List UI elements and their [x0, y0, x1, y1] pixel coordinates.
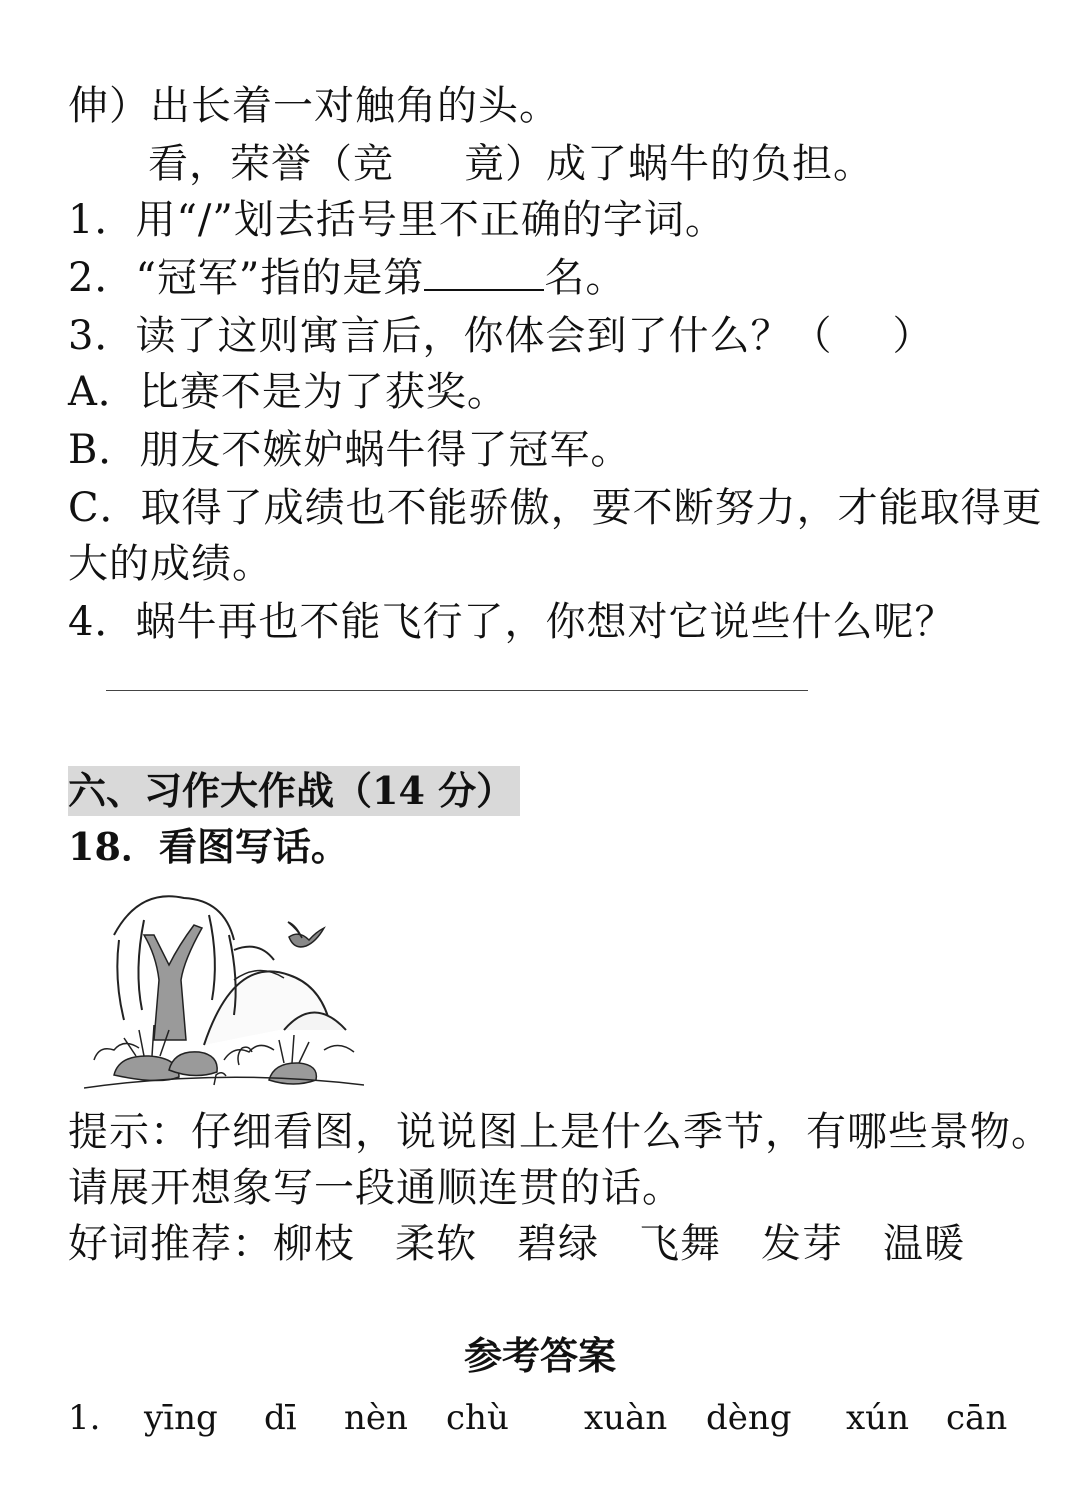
- question-3-end: ）: [892, 313, 934, 359]
- answer-blank[interactable]: [424, 259, 544, 291]
- section-heading: 六、习作大作战（14 分）: [68, 766, 520, 816]
- question-2-start: 2．“冠军”指的是第: [68, 255, 425, 301]
- words-label: 好词推荐：: [68, 1221, 273, 1267]
- pinyin-item: cān: [946, 1398, 1008, 1438]
- pinyin-item: xuàn: [584, 1398, 668, 1438]
- hint-line-1: 提示：仔细看图，说说图上是什么季节，有哪些景物。: [68, 1109, 1052, 1155]
- recommended-words: [68, 1218, 1005, 1270]
- option-c-line-2: 大的成绩。: [68, 541, 273, 587]
- passage-line-2-start: 看，荣誉（竞: [148, 141, 394, 187]
- option-c-line-1: C．取得了成绩也不能骄傲，要不断努力，才能取得更: [68, 485, 1043, 531]
- hint-line-2: 请展开想象写一段通顺连贯的话。: [68, 1165, 683, 1211]
- pinyin-item: xún: [846, 1398, 909, 1438]
- option-b: B．朋友不嫉妒蜗牛得了冠军。: [68, 427, 632, 473]
- option-a: A．比赛不是为了获奖。: [68, 369, 508, 415]
- answer-number: 1.: [68, 1398, 101, 1438]
- question-18-title: 18．看图写话。: [68, 824, 349, 869]
- word-item: 柳枝: [273, 1221, 355, 1267]
- pinyin-item: dèng: [706, 1398, 792, 1438]
- question-3-start: 3．读了这则寓言后，你体会到了什么？（: [68, 313, 833, 359]
- question-2: [68, 252, 626, 304]
- word-item: 碧绿: [517, 1221, 599, 1267]
- pinyin-item: yīng: [144, 1398, 218, 1438]
- pinyin-item: nèn: [344, 1398, 408, 1438]
- word-item: 柔软: [395, 1221, 477, 1267]
- pinyin-item: dī: [264, 1398, 297, 1438]
- passage-line-2: [148, 138, 874, 190]
- word-item: 飞舞: [639, 1221, 721, 1267]
- question-4: 4．蜗牛再也不能飞行了，你想对它说些什么呢？: [68, 599, 956, 645]
- passage-line-2-end: 竟）成了蜗牛的负担。: [464, 141, 874, 187]
- question-2-end: 名。: [544, 255, 627, 301]
- question-1: 1．用“/”划去括号里不正确的字词。: [68, 197, 726, 243]
- word-item: 发芽: [761, 1221, 843, 1267]
- word-item: 温暖: [883, 1221, 965, 1267]
- answer-writing-line[interactable]: [106, 690, 808, 691]
- spring-scene-illustration: [84, 880, 364, 1095]
- answer-key-title: 参考答案: [463, 1333, 616, 1378]
- pinyin-item: chù: [446, 1398, 509, 1438]
- passage-line-1: 伸）出长着一对触角的头。: [68, 83, 560, 129]
- answer-1-pinyin: [68, 1392, 1018, 1444]
- question-3: [68, 310, 933, 362]
